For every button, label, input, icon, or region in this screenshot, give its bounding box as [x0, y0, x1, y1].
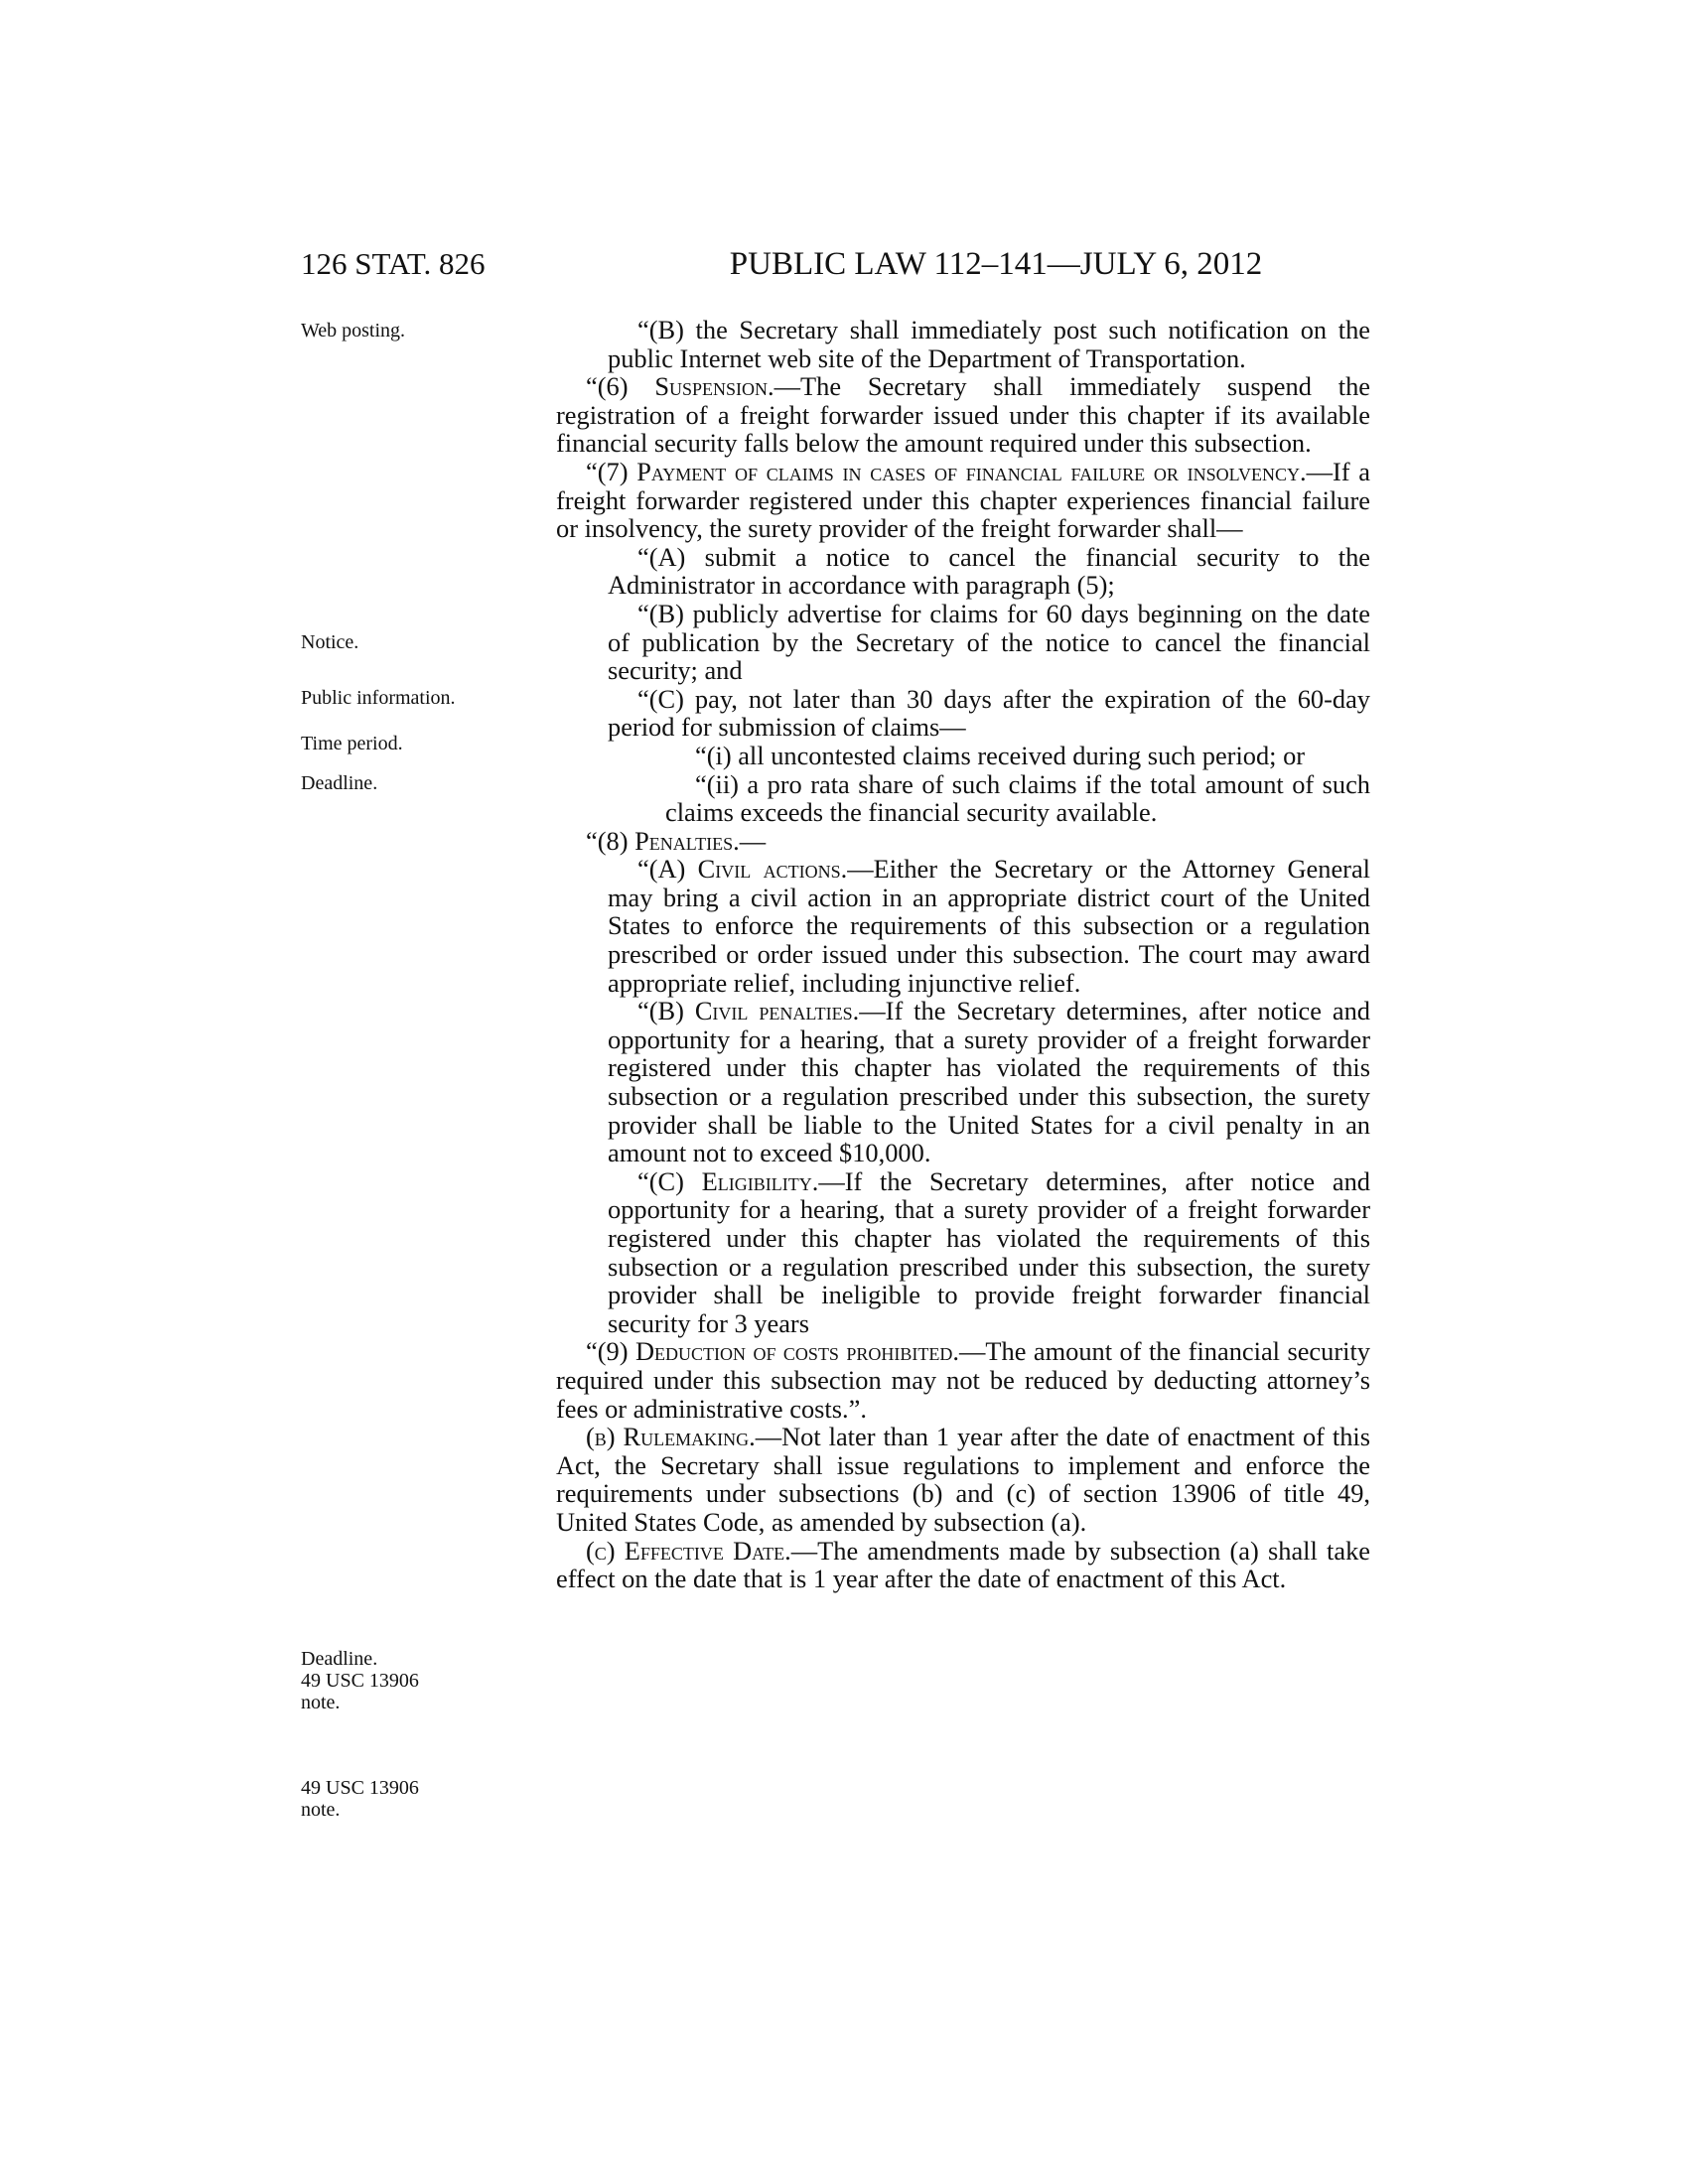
heading-9: “(9) Deduction of costs prohibited. [586, 1336, 960, 1367]
margin-note-public-information: Public information. [301, 687, 456, 709]
margin-note-usc-2-note: note. [301, 1799, 341, 1821]
body-text [556, 316, 1370, 1593]
heading-b: (b) Rulemaking. [586, 1422, 756, 1452]
margin-note-time-period: Time period. [301, 733, 403, 754]
heading-7: “(7) Payment of claims in cases of financial failure or insolvency. [586, 456, 1307, 486]
heading-6: “(6) Suspension. [586, 371, 774, 402]
paragraph-7 [556, 458, 1370, 543]
text-7: —If a freight forwarder registered under this chapter experiences financial failure or insolvency, the surety provider of the freight forwarder shall— [556, 456, 1370, 544]
paragraph-6 [556, 372, 1370, 458]
text-8b: —If the Secretary determines, after notice and opportunity for a hearing, that a surety provider of a freight forwarder registered under this chapter has violated the requirements of this subsection or a regulation prescribed under this subsection, the surety provider shall be liable to the United States for a civil penalty in an amount not to exceed $10,000. [608, 996, 1370, 1168]
heading-8: “(8) Penalties. [586, 825, 740, 856]
text-8: — [739, 825, 767, 856]
paragraph-7c: “(C) pay, not later than 30 days after the expiration of the 60-day period for submission of claims— [608, 683, 1370, 743]
text-8c: —If the Secretary determines, after notice and opportunity for a hearing, that a surety provider of a freight forwarder registered under this chapter has violated the requirements of this subsection or a regulation prescribed under this subsection, the surety provider shall be ineligible to provide freight forwarder financial security for 3 years [608, 1165, 1370, 1338]
paragraph-8b [608, 997, 1370, 1167]
margin-note-deadline: Deadline. [301, 772, 378, 794]
text-c: —The amendments made by subsection (a) shall take effect on the date that is 1 year after the date of enactment of this Act. [556, 1535, 1370, 1594]
paragraph-7a: “(A) submit a notice to cancel the financial security to the Administrator in accordance with paragraph (5); [608, 541, 1370, 601]
margin-note-usc-2: 49 USC 13906 [301, 1777, 419, 1799]
stat-page-number: 126 STAT. 826 [301, 246, 486, 281]
paragraph-9 [556, 1337, 1370, 1423]
margin-note-web-posting: Web posting. [301, 320, 406, 341]
paragraph-8 [556, 827, 1370, 856]
margin-note-deadline-2: Deadline. [301, 1648, 378, 1670]
paragraph-7c-i: “(i) all uncontested claims received during such period; or [695, 740, 1306, 770]
paragraph-c [556, 1537, 1370, 1593]
margin-note-usc-1-note: note. [301, 1692, 341, 1713]
paragraph-8c [608, 1167, 1370, 1338]
heading-c: (c) Effective Date. [586, 1535, 791, 1566]
margin-note-notice: Notice. [301, 631, 359, 653]
margin-note-usc-1: 49 USC 13906 [301, 1670, 419, 1692]
text-8a: —Either the Secretary or the Attorney General may bring a civil action in an appropriate district court of the United States to enforce the requirements of this subsection or a regulation prescribed or order issued under this subsection. The court may award appropriate relief, including injunctive relief. [608, 854, 1370, 998]
page-title: PUBLIC LAW 112–141—JULY 6, 2012 [729, 246, 1263, 282]
text-6: —The Secretary shall immediately suspend the registration of a freight forwarder issued under this chapter if its available financial security falls below the amount required under this subsection. [556, 371, 1370, 459]
heading-8a: “(A) Civil actions. [637, 854, 848, 885]
text-9: —The amount of the financial security required under this subsection may not be reduced by deducting attorney’s fees or administrative costs.”. [556, 1336, 1370, 1424]
heading-8b: “(B) Civil penalties. [637, 996, 860, 1026]
heading-8c: “(C) Eligibility. [637, 1165, 819, 1196]
paragraph-7c-ii: “(ii) a pro rata share of such claims if the total amount of such claims exceeds the financial security available. [665, 768, 1370, 828]
paragraph-7b: “(B) publicly advertise for claims for 60 days beginning on the date of publication by the Secretary of the notice to cancel the financial security; and [608, 598, 1370, 686]
text-b: —Not later than 1 year after the date of enactment of this Act, the Secretary shall issue regulations to implement and enforce the requirements under subsections (b) and (c) of section 13906 of title 49, United States Code, as amended by subsection (a). [556, 1422, 1370, 1537]
paragraph-b [556, 1423, 1370, 1536]
paragraph-5b: “(B) the Secretary shall immediately post such notification on the public Internet web site of the Department of Transportation. [608, 315, 1370, 373]
paragraph-8a [608, 855, 1370, 997]
